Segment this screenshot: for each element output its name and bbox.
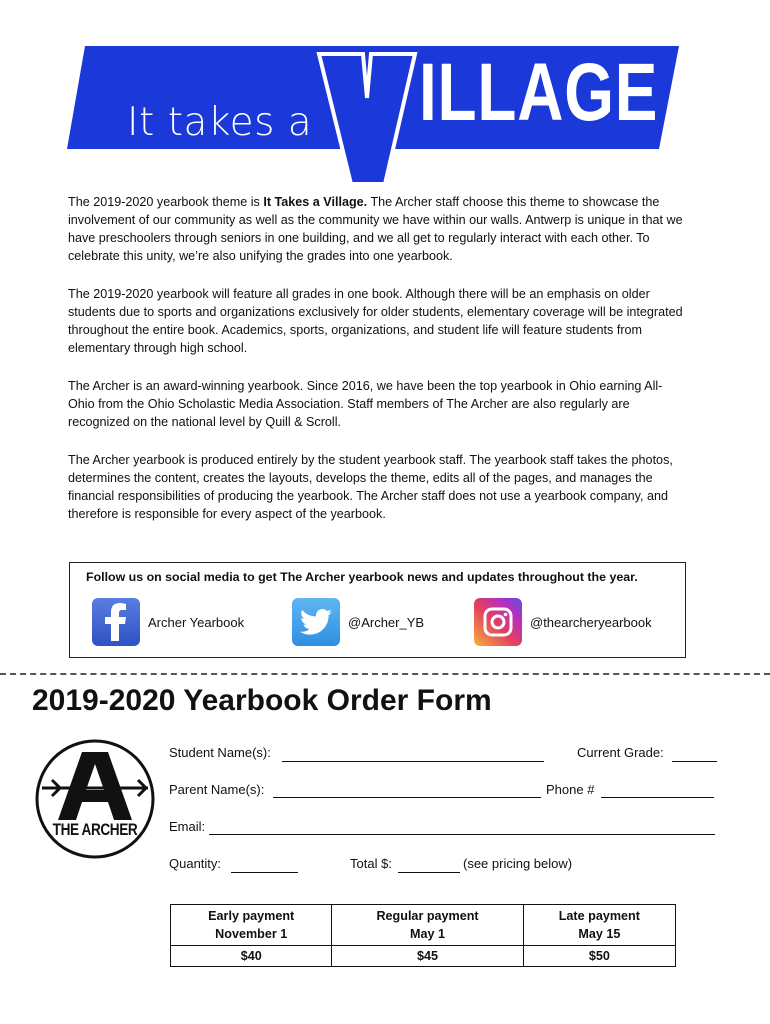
email-field[interactable]	[209, 834, 715, 835]
facebook-handle: Archer Yearbook	[148, 614, 245, 630]
intro-paragraph: The 2019-2020 yearbook will feature all grades in one book. Although there will be an emphasis on older students due to sports and organizations exclusively for older students, elementary coverage will be integrated throughout the entire book. Academics, sports, organizations, and student life will feature students from elementary through high school.	[68, 287, 683, 355]
social-heading: Follow us on social media to get The Archer yearbook news and updates throughout the year.	[86, 570, 638, 584]
archer-logo	[34, 738, 156, 860]
instagram-link[interactable]	[474, 596, 652, 648]
parent-name-label: Parent Name(s):	[169, 782, 265, 797]
theme-banner	[67, 46, 679, 149]
banner-lead-text: It takes a	[127, 100, 313, 145]
intro-text	[68, 193, 688, 543]
twitter-icon	[292, 598, 340, 646]
phone-field[interactable]	[601, 797, 714, 798]
twitter-handle: @Archer_YB	[348, 614, 425, 630]
instagram-handle: @thearcheryearbook	[530, 614, 652, 630]
pricing-tier: Regular payment May 1	[332, 905, 523, 946]
price-cell: $50	[523, 946, 675, 967]
cut-line-divider	[0, 673, 770, 675]
intro-paragraph: The Archer yearbook is produced entirely by the student yearbook staff. The yearbook staff takes the photos, determines the content, creates the layouts, develops the theme, edits all of the pages, and manages the financial responsibilities of producing the yearbook. The Archer staff does not use a yearbook company, and therefore is responsible for every aspect of the yearbook.	[68, 453, 673, 521]
price-cell: $40	[171, 946, 332, 967]
quantity-field[interactable]	[231, 872, 298, 873]
pricing-tier: Early payment November 1	[171, 905, 332, 946]
facebook-link[interactable]	[92, 596, 244, 648]
price-cell: $45	[332, 946, 523, 967]
banner-village-text: ILLAGE	[419, 47, 659, 138]
grade-field[interactable]	[672, 761, 717, 762]
grade-label: Current Grade:	[577, 745, 664, 760]
logo-text: THE ARCHER	[52, 820, 138, 839]
phone-label: Phone #	[546, 782, 595, 797]
parent-name-field[interactable]	[273, 797, 541, 798]
student-name-label: Student Name(s):	[169, 745, 271, 760]
twitter-link[interactable]	[292, 596, 424, 648]
social-media-box	[69, 562, 686, 658]
total-field[interactable]	[398, 872, 460, 873]
instagram-icon	[474, 598, 522, 646]
intro-paragraph: The 2019-2020 yearbook theme is It Takes a Village. The Archer staff choose this theme to showcase the involvement of our community as well as the community we have within our walls. Antwerp is unique in that we have preschoolers through seniors in one building, and we all get to regularly interact with each other. To celebrate this unity, we’re also unifying the grades into one yearbook.	[68, 195, 683, 263]
total-label: Total $:	[350, 856, 392, 871]
pricing-tier: Late payment May 15	[523, 905, 675, 946]
facebook-icon	[92, 598, 140, 646]
email-label: Email:	[169, 819, 206, 834]
banner-v-letter	[322, 48, 412, 178]
order-form-title: 2019-2020 Yearbook Order Form	[32, 684, 492, 717]
intro-paragraph: The Archer is an award-winning yearbook. Since 2016, we have been the top yearbook in Ohio earning All-Ohio from the Ohio Scholastic Media Association. Staff members of The Archer are also regularly are recognized on the national level by Quill & Scroll.	[68, 379, 663, 429]
pricing-table	[170, 904, 676, 967]
quantity-label: Quantity:	[169, 856, 222, 871]
student-name-field[interactable]	[282, 761, 544, 762]
pricing-note: (see pricing below)	[463, 856, 573, 871]
